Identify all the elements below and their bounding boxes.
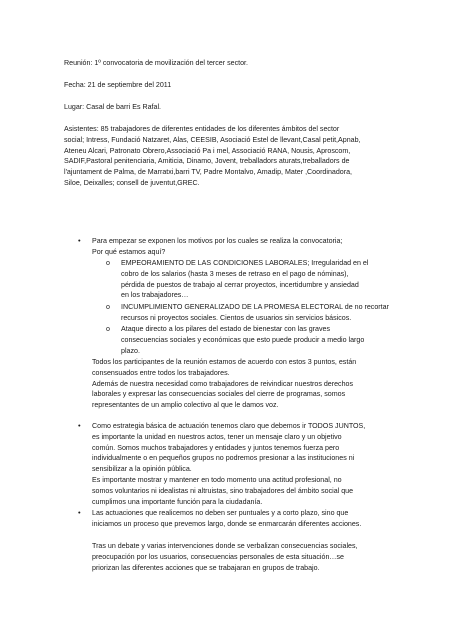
- debate-summary: [92, 541, 402, 573]
- subbullet-marker: o: [106, 325, 110, 333]
- bullet-1-conclusion: [92, 357, 402, 411]
- text-line: Las actuaciones que realicemos no deben ser puntuales y a corto plazo, sino que: [92, 509, 349, 517]
- text-line: cobro de los salarios (hasta 3 meses de retraso en el pago de nóminas),: [121, 269, 349, 278]
- bullet-3-actions: [92, 508, 402, 530]
- attendees-line: SADIF,Pastoral penitenciaria, Amiticia, Dinamo, Jovent, treballadors aturats,treballadors de: [64, 157, 350, 166]
- attendees-line: Siloe, Deixalles; consell de juventut,GREC.: [64, 178, 200, 187]
- text-line: plazo.: [121, 346, 140, 355]
- text-line: iniciamos un proceso que prevemos largo, donde se enmarcarán diferentes acciones.: [92, 519, 362, 528]
- meeting-title: Reunión: 1º convocatoria de movilización del tercer sector.: [64, 59, 248, 67]
- bullet-1-intro: [92, 236, 402, 258]
- text-line: Ataque directo a los pilares del estado de bienestar con las graves: [121, 325, 330, 333]
- text-line: laborales y expresar las consecuencias sociales del cierre de programas, somos: [92, 390, 346, 399]
- text-line: sensibilizar a la opinión pública.: [92, 465, 192, 474]
- meeting-date: Fecha: 21 de septiembre del 2011: [64, 81, 172, 89]
- text-line: consensuados entre todos los trabajadores.: [92, 368, 230, 377]
- text-line: Para empezar se exponen los motivos por los cuales se realiza la convocatoria;: [92, 237, 343, 245]
- text-line: en los trabajadores…: [121, 291, 189, 300]
- attendees-line: social; Intress, Fundació Natzaret, Alas, CEESIB, Asociació Estel de llevant,Casal petit,Apnab,: [64, 135, 361, 144]
- attendees-line: l'ajuntament de Palma, de Marratxi,barri TV, Padre Montalvo, Amadip, Mater ,Coordinadora,: [64, 168, 353, 177]
- bullet-marker: •: [78, 421, 81, 430]
- subitem-laborales: [121, 258, 391, 301]
- text-line: pérdida de puestos de trabajo al cerrar proyectos, incertidumbre y ansiedad: [121, 280, 359, 289]
- text-line: INCUMPLIMIENTO GENERALIZADO DE LA PROMESA ELECTORAL de no recortar: [121, 303, 389, 311]
- attendees-line: Ateneu Alcari, Patronato Obrero,Associació Pa i mel, Associació RANA, Nousis, Aproscom,: [64, 146, 351, 155]
- text-line: común. Somos muchos trabajadores y entidades y juntos tenemos fuerza pero: [92, 443, 340, 452]
- text-line: Tras un debate y varias intervenciones donde se verbalizan consecuencias sociales,: [92, 542, 358, 550]
- text-line: Además de nuestra necesidad como trabajadores de reivindicar nuestros derechos: [92, 379, 354, 388]
- bullet-2-strategy: [92, 421, 402, 507]
- text-line: somos voluntarios ni idealistas ni altruistas, sino trabajadores del ámbito social que: [92, 486, 354, 495]
- bullet-marker: •: [78, 236, 81, 245]
- text-line: Todos los participantes de la reunión estamos de acuerdo con estos 3 puntos, están: [92, 358, 357, 366]
- text-line: individualmente o en pequeños grupos no podremos presionar a las instituciones ni: [92, 454, 355, 463]
- text-line: Por qué estamos aquí?: [92, 247, 166, 256]
- meeting-place: Lugar: Casal de barri Es Rafal.: [64, 103, 161, 111]
- subitem-estado-bienestar: [121, 324, 391, 356]
- text-line: Es importante mostrar y mantener en todo momento una actitud profesional, no: [92, 475, 342, 484]
- subbullet-marker: o: [106, 259, 110, 267]
- text-line: es importante la unidad en nuestros actos, tener un mensaje claro y un objetivo: [92, 432, 342, 441]
- attendees-line: Asistentes: 85 trabajadores de diferentes entidades de los diferentes ámbitos del sector: [64, 125, 340, 133]
- subbullet-marker: o: [106, 303, 110, 311]
- text-line: representantes de un amplio colectivo al que le damos voz.: [92, 401, 279, 410]
- text-line: priorizan las diferentes acciones que se trabajaran en grupos de trabajo.: [92, 563, 320, 572]
- bullet-marker: •: [78, 508, 81, 517]
- text-line: recursos ni proyectos sociales. Cientos de usuarios sin servicios básicos.: [121, 313, 352, 322]
- text-line: consecuencias sociales y económicas que esto puede producir a medio largo: [121, 335, 365, 344]
- text-line: EMPEORAMIENTO DE LAS CONDICIONES LABORALES; Irregularidad en el: [121, 259, 369, 267]
- text-line: cumplimos una importante función para la ciudadanía.: [92, 497, 263, 506]
- text-line: Como estrategia básica de actuación tenemos claro que debemos ir TODOS JUNTOS,: [92, 422, 366, 430]
- subitem-promesa-electoral: [121, 302, 391, 324]
- text-line: preocupación por los usuarios, consecuencias personales de esta situación…se: [92, 552, 344, 561]
- attendees-paragraph: [64, 124, 424, 189]
